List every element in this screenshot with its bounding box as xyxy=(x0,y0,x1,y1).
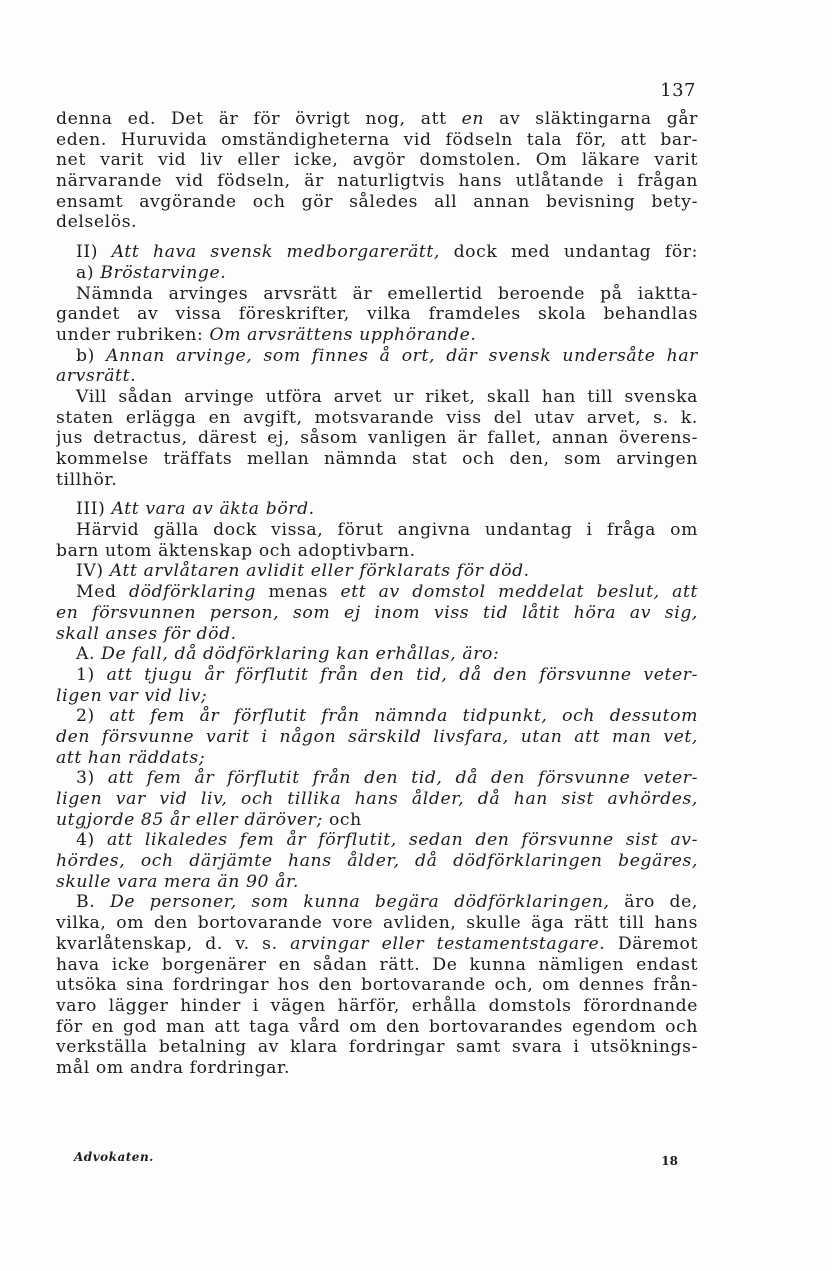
text-segment: utsöka sina fordringar hos den bortovarande och, om dennes från- xyxy=(56,975,698,996)
text-line xyxy=(56,1037,698,1058)
text-segment: Däremot xyxy=(605,933,698,954)
text-line xyxy=(56,872,698,893)
text-segment: IV) xyxy=(76,561,110,582)
text-segment: II) xyxy=(76,242,112,263)
text-segment: 2) xyxy=(76,706,110,727)
text-line xyxy=(56,171,698,192)
text-segment: Med xyxy=(76,582,129,603)
italic-text: skall anses för död. xyxy=(56,623,237,644)
text-line xyxy=(56,449,698,470)
text-segment: A. xyxy=(76,644,102,665)
text-line xyxy=(56,892,698,913)
text-segment: B. xyxy=(76,892,110,913)
text-segment: jus detractus, därest ej, såsom vanligen är fallet, annan överens- xyxy=(56,428,698,449)
italic-text: en försvunnen person, som ej inom viss tid låtit höra av sig, xyxy=(56,602,698,623)
italic-text: De personer, som kunna begära dödförklaringen, xyxy=(109,892,610,913)
text-line xyxy=(56,1017,698,1038)
text-line xyxy=(56,109,698,130)
text-segment: gandet av vissa föreskrifter, vilka framdeles skola behandlas xyxy=(56,304,698,325)
text-line xyxy=(56,284,698,305)
text-segment: vilka, om den bortovarande vore avliden, skulle äga rätt till hans xyxy=(56,913,698,934)
text-segment: för en god man att taga vård om den bortovarandes egendom och xyxy=(56,1016,698,1037)
text-line xyxy=(56,150,698,171)
italic-text: ligen var vid liv, och tillika hans ålder, då han sist avhördes, xyxy=(56,789,698,809)
text-segment: hava icke borgenärer en sådan rätt. De kunna nämligen endast xyxy=(56,954,698,975)
text-segment: ensamt avgörande och gör således all annan bevisning bety- xyxy=(56,191,698,212)
italic-text: Att arvlåtaren avlidit eller förklarats för död. xyxy=(109,561,530,582)
text-line xyxy=(56,346,698,367)
text-line xyxy=(56,561,698,582)
text-line xyxy=(56,1058,698,1079)
text-line xyxy=(56,624,698,645)
italic-text: ett av domstol meddelat beslut, att xyxy=(340,582,698,603)
italic-text: ligen var vid liv; xyxy=(56,685,208,706)
footer-journal-name: Advokaten. xyxy=(74,1150,154,1164)
text-line xyxy=(56,470,698,491)
text-segment: tillhör. xyxy=(56,469,118,490)
text-segment: mål om andra fordringar. xyxy=(56,1057,291,1078)
text-segment: äro de, xyxy=(609,892,698,913)
text-line xyxy=(56,582,698,603)
text-segment: varo lägger hinder i vägen härför, erhålla domstols förordnande xyxy=(56,995,698,1016)
text-line xyxy=(56,242,698,263)
text-line xyxy=(56,603,698,624)
text-line xyxy=(56,192,698,213)
italic-text: hördes, och därjämte hans ålder, då dödförklaringen begäres, xyxy=(56,851,698,872)
text-line xyxy=(56,955,698,976)
text-line xyxy=(56,810,698,831)
text-segment: III) xyxy=(76,499,112,520)
text-segment: denna ed. Det är för övrigt nog, att xyxy=(56,109,462,129)
text-line xyxy=(56,499,698,520)
text-segment: 1) xyxy=(76,664,107,685)
text-segment: barn utom äktenskap och adoptivbarn. xyxy=(56,540,416,561)
text-line xyxy=(56,263,698,284)
text-segment: av släktingarna går xyxy=(484,109,698,129)
italic-text: att tjugu år förflutit från den tid, då den försvunne veter- xyxy=(106,664,698,685)
text-line xyxy=(56,748,698,769)
text-line xyxy=(56,366,698,387)
text-segment: kommelse träffats mellan nämnda stat och den, som arvingen xyxy=(56,449,698,469)
italic-text: utgjorde 85 år eller däröver; xyxy=(56,809,323,830)
footer-signature-number: 18 xyxy=(661,1154,678,1168)
text-segment: delselös. xyxy=(56,212,138,233)
text-line xyxy=(56,644,698,665)
text-line xyxy=(56,975,698,996)
text-segment: net varit vid liv eller icke, avgör domstolen. Om läkare varit xyxy=(56,150,698,171)
text-line xyxy=(56,520,698,541)
text-line xyxy=(56,727,698,748)
text-segment: och xyxy=(322,809,362,830)
text-line xyxy=(56,789,698,810)
italic-text: De fall, då dödförklaring kan erhållas, äro: xyxy=(101,644,500,665)
text-segment: verkställa betalning av klara fordringar samt svara i utsöknings- xyxy=(56,1037,698,1058)
text-line xyxy=(56,212,698,233)
italic-text: arvsrätt. xyxy=(56,366,137,387)
text-line xyxy=(56,830,698,851)
text-line xyxy=(56,325,698,346)
text-segment: a) xyxy=(76,262,101,283)
text-line xyxy=(56,996,698,1017)
text-segment: närvarande vid födseln, är naturligtvis hans utlåtande i frågan xyxy=(56,171,698,192)
text-segment: Vill sådan arvinge utföra arvet ur riket, skall han till svenska xyxy=(76,386,698,407)
text-line xyxy=(56,304,698,325)
text-line xyxy=(56,408,698,429)
text-segment: Härvid gälla dock vissa, förut angivna undantag i fråga om xyxy=(76,520,698,541)
text-line xyxy=(56,665,698,686)
text-line xyxy=(56,768,698,789)
italic-text: att fem år förflutit från nämnda tidpunkt, och dessutom xyxy=(109,706,698,727)
body-text xyxy=(56,109,698,1079)
italic-text: en xyxy=(461,109,485,129)
italic-text: att han räddats; xyxy=(56,747,206,768)
text-line xyxy=(56,387,698,408)
text-segment: menas xyxy=(256,582,341,603)
italic-text: Om arvsrättens upphörande. xyxy=(209,324,477,345)
text-segment: 4) xyxy=(76,830,107,851)
text-line xyxy=(56,686,698,707)
text-segment: eden. Huruvida omständigheterna vid födseln tala för, att bar- xyxy=(56,129,698,150)
italic-text: skulle vara mera än 90 år. xyxy=(56,871,299,892)
text-segment: under rubriken: xyxy=(56,324,210,345)
italic-text: den försvunne varit i någon särskild livsfara, utan att man vet, xyxy=(56,726,698,747)
italic-text: Annan arvinge, som finnes å ort, där svensk undersåte har xyxy=(106,345,698,366)
text-line xyxy=(56,130,698,151)
italic-text: Att hava svensk medborgarerätt, xyxy=(111,242,440,263)
italic-text: att likaledes fem år förflutit, sedan den försvunne sist av- xyxy=(106,830,698,851)
text-line xyxy=(56,851,698,872)
italic-text: att fem år förflutit från den tid, då den försvunne veter- xyxy=(107,768,698,789)
italic-text: Bröstarvinge. xyxy=(100,262,227,283)
text-line xyxy=(56,541,698,562)
text-segment: b) xyxy=(76,345,107,366)
text-segment: kvarlåtenskap, d. v. s. xyxy=(56,933,291,954)
page-number: 137 xyxy=(660,80,696,101)
text-line xyxy=(56,913,698,934)
text-segment: staten erlägga en avgift, motsvarande viss del utav arvet, s. k. xyxy=(56,407,698,428)
italic-text: Att vara av äkta börd. xyxy=(111,499,315,520)
text-segment: Nämnda arvinges arvsrätt är emellertid beroende på iaktta- xyxy=(76,283,698,304)
text-segment: dock med undantag för: xyxy=(439,242,698,263)
italic-text: arvingar eller testamentstagare. xyxy=(290,933,606,954)
text-line xyxy=(56,706,698,727)
text-line xyxy=(56,934,698,955)
text-line xyxy=(56,428,698,449)
italic-text: dödförklaring xyxy=(129,582,257,603)
text-segment: 3) xyxy=(76,768,108,789)
